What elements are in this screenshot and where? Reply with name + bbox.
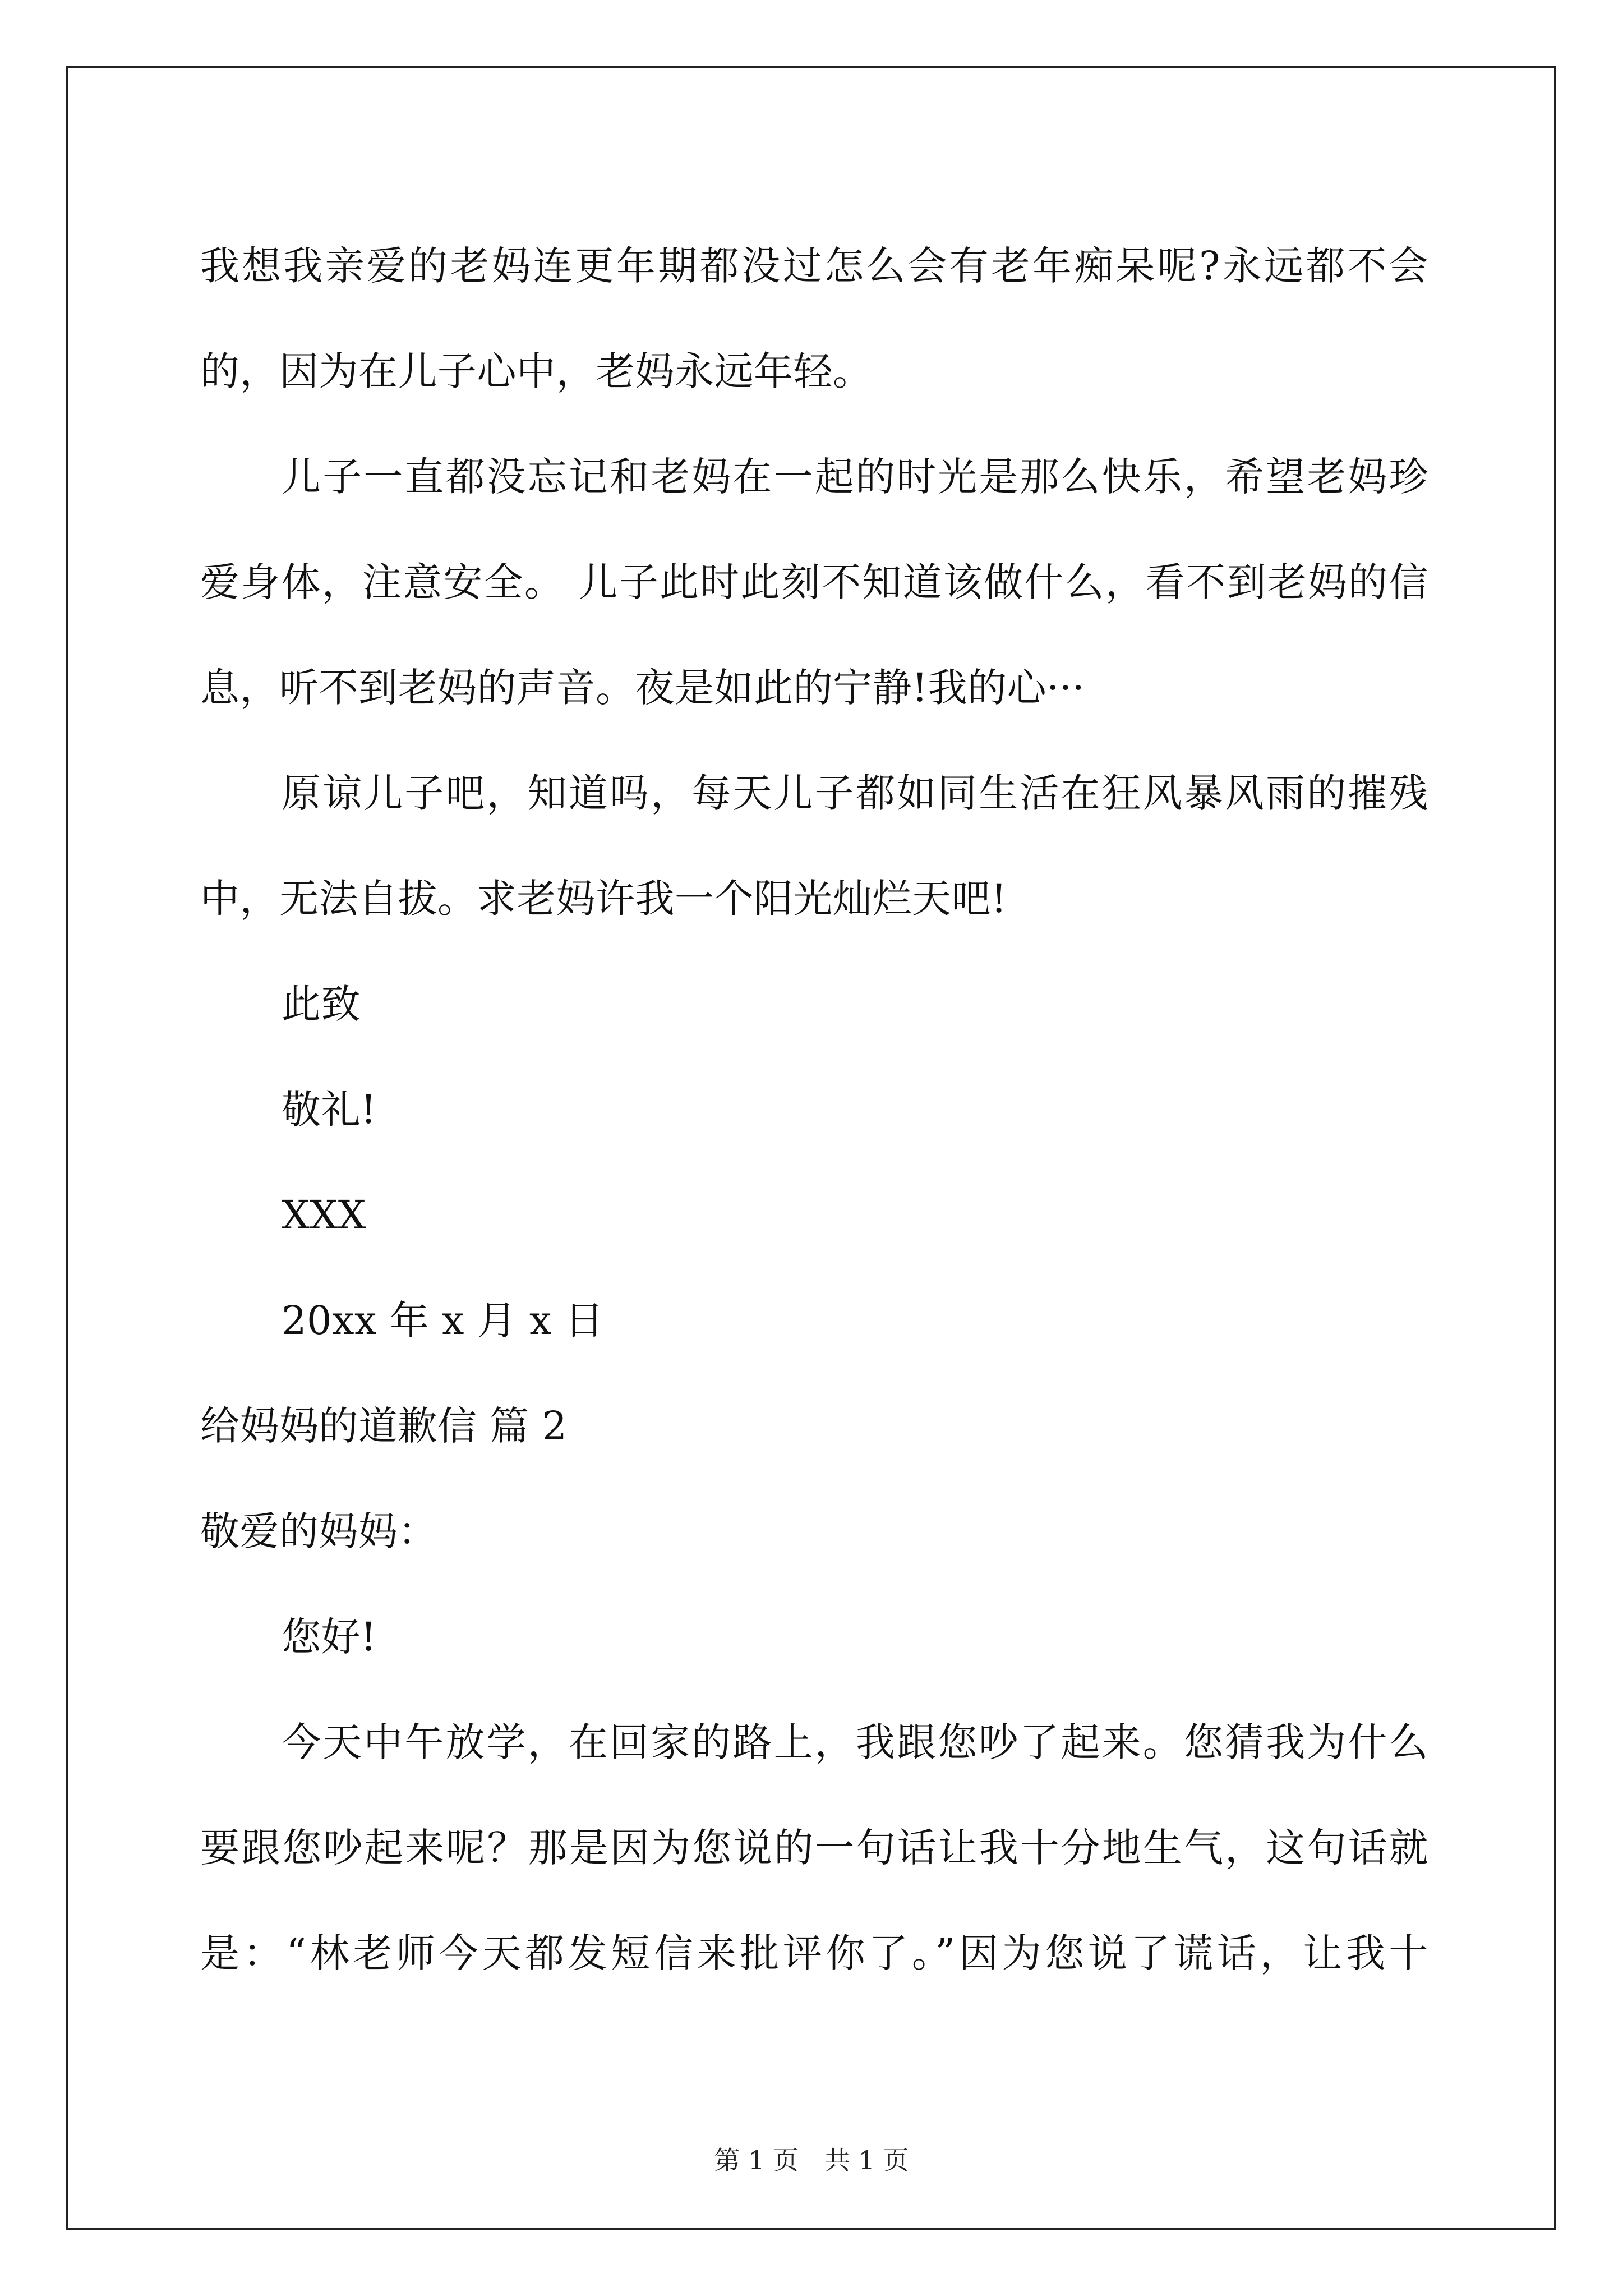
text-line-7: 中，无法自拔。求老妈许我一个阳光灿烂天吧!: [200, 876, 1007, 922]
text-line-15: 今天中午放学，在回家的路上，我跟您吵了起来。您猜我为什么: [282, 1719, 1428, 1765]
letter-date: 20xx 年 x 月 x 日: [282, 1297, 605, 1343]
letter-greeting: 敬爱的妈妈：: [200, 1508, 437, 1554]
text-line-17: 是：“林老师今天都发短信来批评你了。”因为您说了谎话，让我十: [200, 1930, 1428, 1976]
letter-hello: 您好!: [282, 1614, 377, 1660]
page-footer: 第 1 页 共 1 页: [714, 2145, 909, 2175]
text-line-3: 儿子一直都没忘记和老妈在一起的时光是那么快乐，希望老妈珍: [282, 454, 1428, 500]
text-line-5: 息，听不到老妈的声音。夜是如此的宁静!我的心···: [200, 665, 1085, 711]
text-line-4: 爱身体，注意安全。 儿子此时此刻不知道该做什么，看不到老妈的信: [200, 559, 1428, 605]
document-body: [200, 213, 1428, 2006]
signature-name: XXX: [282, 1192, 367, 1238]
closing-salutation: 此致: [282, 981, 361, 1027]
text-line-1: 我想我亲爱的老妈连更年期都没过怎么会有老年痴呆呢?永远都不会: [200, 243, 1428, 289]
closing-regards: 敬礼!: [282, 1087, 377, 1133]
text-line-6: 原谅儿子吧，知道吗，每天儿子都如同生活在狂风暴风雨的摧残: [282, 770, 1428, 816]
text-line-16: 要跟您吵起来呢？那是因为您说的一句话让我十分地生气，这句话就: [200, 1825, 1428, 1871]
section-heading: 给妈妈的道歉信 篇 2: [200, 1403, 568, 1449]
text-line-2: 的，因为在儿子心中，老妈永远年轻。: [200, 348, 873, 394]
